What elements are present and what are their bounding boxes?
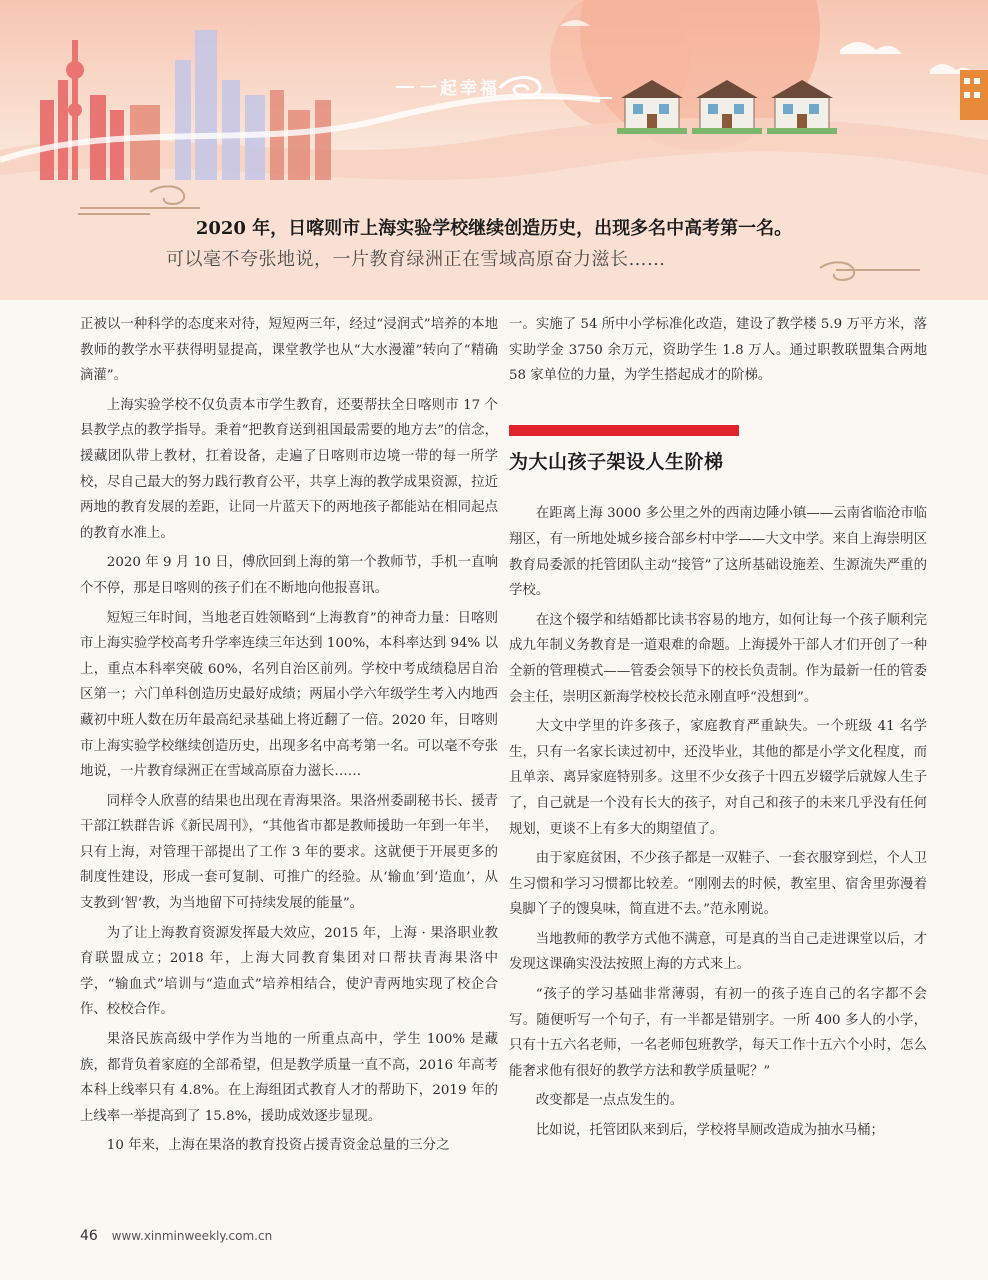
- paragraph: 在距离上海 3000 多公里之外的西南边陲小镇——云南省临沧市临翔区，有一所地处城乡接合部乡村中学——大文中学。来自上海崇明区教育局委派的托管团队主动“接管”了这所基础设施差、生源流失严重的学校。: [509, 506, 927, 599]
- paragraph: 比如说，托管团队来到后，学校将旱厕改造成为抽水马桶；: [535, 1123, 884, 1139]
- paragraph: 在这个辍学和结婚都比读书容易的地方，如何让每一个孩子顺利完成九年制义务教育是一道艰难的命题。上海援外干部人才们开创了一种全新的管理模式——管委会领导下的校长负责制。作为最新一任的管委会主任，崇明区新海学校校长范永刚直呼“没想到”。: [509, 612, 927, 705]
- paragraph: “孩子的学习基础非常薄弱，有初一的孩子连自己的名字都不会写。随便听写一个句子，有一半都是错别字。一所 400 多人的小学，只有十五六名老师，一名老师包班教学，每天工作十五六个小时，怎么能奢求他有很好的教学方法和教学质量呢？”: [509, 987, 927, 1079]
- subheadline: 可以毫不夸张地说，一片教育绿洲正在雪域高原奋力滋长……: [166, 249, 666, 270]
- paragraph: 果洛民族高级中学作为当地的一所重点高中，学生 100% 是藏族，都背负着家庭的全部希望，但是教学质量一直不高，2016 年高考本科上线率只有 4.8%。在上海组团式教育人才的帮助下，2019 年的上线率一举提高到了 15.8%，援助成效逐步显现。: [80, 1032, 498, 1124]
- badge-dash: [396, 86, 414, 88]
- left-column: [80, 312, 498, 1163]
- paragraph: 当地教师的教学方式他不满意，可是真的当自己走进课堂以后，才发现这课确实没法按照上海的方式来上。: [509, 931, 927, 973]
- page-number: 46: [80, 1228, 98, 1244]
- section-title: 为大山孩子架设人生阶梯: [509, 450, 724, 473]
- paragraph: 同样令人欣喜的结果也出现在青海果洛。果洛州委副秘书长、援青干部江轶群告诉《新民周刊》，“其他省市都是教师援助一年到一年半，只有上海，对管理干部提出了工作 3 年的要求。这就便于开展更多的制度性建设，形成一套可复制、可推广的经验。从‘输血’到‘造血’，从支教到‘智’教，为当地留下可持续发展的能量”。: [80, 793, 498, 912]
- section-divider-bar: [509, 425, 739, 436]
- paragraph: 由于家庭贫困，不少孩子都是一双鞋子、一套衣服穿到烂，个人卫生习惯和学习习惯都比较差。“刚刚去的时候，教室里、宿舍里弥漫着臭脚丫子的馊臭味，简直进不去。”范永刚说。: [509, 851, 927, 918]
- paragraph: 2020 年 9 月 10 日，傅欣回到上海的第一个教师节，手机一直响个不停，那是日喀则的孩子们在不断地向他报喜讯。: [80, 555, 498, 596]
- section-badge: 一起幸福: [420, 79, 500, 99]
- paragraph: 一。实施了 54 所中小学标准化改造，建设了教学楼 5.9 万平方米，落实助学金 3750 余万元，资助学生 1.8 万人。通过职教联盟集合两地 58 家单位的力量，为学生搭起成才的阶梯。: [509, 317, 927, 384]
- paragraph: 改变都是一点点发生的。: [535, 1093, 684, 1109]
- paragraph: 正被以一种科学的态度来对待，短短两三年，经过“浸润式”培养的本地教师的教学水平获得明显提高，课堂教学也从“大水漫灌”转向了“精确滴灌”。: [80, 317, 498, 384]
- page-footer: [80, 1228, 272, 1244]
- paragraph: 上海实验学校不仅负责本市学生教育，还要帮扶全日喀则市 17 个县教学点的教学指导。秉着“把教育送到祖国最需要的地方去”的信念，援藏团队带上教材，扛着设备，走遍了日喀则市边境一带的每一所学校，尽自己最大的努力践行教育公平，共享上海的教学成果资源，拉近两地的教育发展的差距，让同一片蓝天下的两地孩子都能站在相同起点的教育水准上。: [80, 397, 498, 541]
- paragraph: 为了让上海教育资源发挥最大效应，2015 年，上海 · 果洛职业教育联盟成立；2018 年，上海大同教育集团对口帮扶青海果洛中学，“输血式”培训与“造血式”培养相结合，使沪青两地实现了校企合作、校校合作。: [80, 925, 498, 1018]
- paragraph: 大文中学里的许多孩子，家庭教育严重缺失。一个班级 41 名学生，只有一名家长读过初中，还没毕业，其他的都是小学文化程度，而且单亲、离异家庭特别多。这里不少女孩子十四五岁辍学后就嫁人生子了，自己就是一个没有长大的孩子，对自己和孩子的未来几乎没有任何规划，更谈不上有多大的期望值了。: [509, 719, 927, 837]
- website-link[interactable]: www.xinminweekly.com.cn: [111, 1229, 273, 1243]
- headline: 2020 年，日喀则市上海实验学校继续创造历史，出现多名中高考第一名。: [195, 218, 793, 239]
- paragraph: 短短三年时间，当地老百姓领略到“上海教育”的神奇力量：日喀则市上海实验学校高考升学率连续三年达到 100%，本科率达到 94% 以上，重点本科率突破 60%，名列自治区前列。学校中考成绩稳居自治区第一；六门单科创造历史最好成绩；两届小学六年级学生考入内地西藏初中班人数在历年最高纪录基础上将近翻了一倍。2020 年，日喀则市上海实验学校继续创造历史，出现多名中高考第一名。可以毫不夸张地说，一片教育绿洲正在雪域高原奋力滋长……: [80, 610, 498, 780]
- right-column: [509, 312, 927, 1148]
- paragraph: 10 年来，上海在果洛的教育投资占援青资金总量的三分之: [106, 1138, 450, 1154]
